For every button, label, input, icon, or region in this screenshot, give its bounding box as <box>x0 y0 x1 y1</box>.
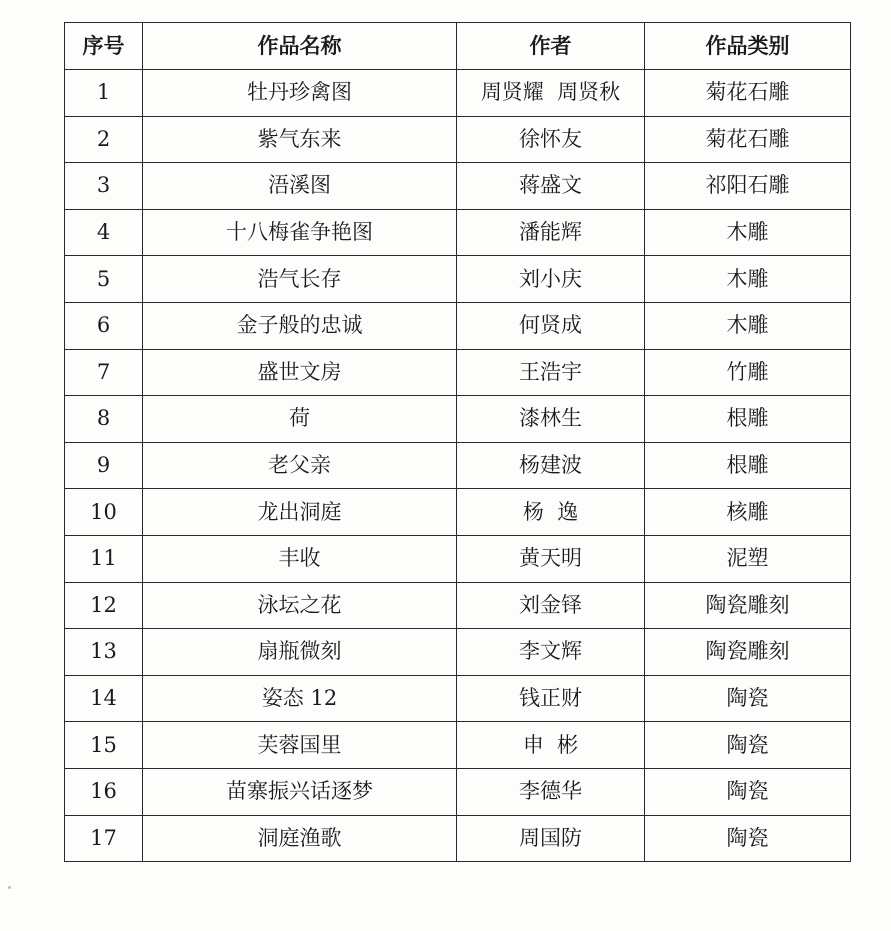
table-row <box>65 489 851 536</box>
table-row <box>65 582 851 629</box>
cell-number: 17 <box>65 815 143 862</box>
scan-speck <box>8 886 11 889</box>
cell-category: 泥塑 <box>645 535 851 582</box>
header-title: 作品名称 <box>143 23 457 70</box>
cell-title: 苗寨振兴话逐梦 <box>143 768 457 815</box>
cell-title: 荷 <box>143 396 457 443</box>
cell-title: 盛世文房 <box>143 349 457 396</box>
header-number: 序号 <box>65 23 143 70</box>
cell-number: 11 <box>65 535 143 582</box>
cell-category: 木雕 <box>645 209 851 256</box>
cell-title: 浩气长存 <box>143 256 457 303</box>
cell-number: 13 <box>65 629 143 676</box>
cell-title: 扇瓶微刻 <box>143 629 457 676</box>
table-row <box>65 722 851 769</box>
table-row <box>65 163 851 210</box>
cell-author: 漆林生 <box>457 396 645 443</box>
cell-category: 陶瓷雕刻 <box>645 582 851 629</box>
table-row <box>65 116 851 163</box>
cell-title: 龙出洞庭 <box>143 489 457 536</box>
cell-category: 陶瓷 <box>645 768 851 815</box>
cell-author: 李文辉 <box>457 629 645 676</box>
cell-author: 潘能辉 <box>457 209 645 256</box>
cell-number: 3 <box>65 163 143 210</box>
cell-number: 6 <box>65 302 143 349</box>
cell-number: 9 <box>65 442 143 489</box>
table-row <box>65 768 851 815</box>
cell-category: 陶瓷 <box>645 815 851 862</box>
cell-category: 陶瓷 <box>645 675 851 722</box>
cell-category: 菊花石雕 <box>645 70 851 117</box>
cell-number: 5 <box>65 256 143 303</box>
table-row <box>65 70 851 117</box>
cell-category: 菊花石雕 <box>645 116 851 163</box>
cell-author: 蒋盛文 <box>457 163 645 210</box>
cell-title: 泳坛之花 <box>143 582 457 629</box>
cell-number: 14 <box>65 675 143 722</box>
header-category: 作品类别 <box>645 23 851 70</box>
cell-number: 2 <box>65 116 143 163</box>
cell-author: 黄天明 <box>457 535 645 582</box>
cell-author: 周贤耀 周贤秋 <box>457 70 645 117</box>
cell-author: 刘金铎 <box>457 582 645 629</box>
cell-title: 芙蓉国里 <box>143 722 457 769</box>
table-body <box>65 70 851 862</box>
table-row <box>65 209 851 256</box>
cell-number: 16 <box>65 768 143 815</box>
cell-title: 牡丹珍禽图 <box>143 70 457 117</box>
cell-title: 洞庭渔歌 <box>143 815 457 862</box>
table-row <box>65 302 851 349</box>
cell-title: 紫气东来 <box>143 116 457 163</box>
cell-category: 陶瓷 <box>645 722 851 769</box>
cell-number: 4 <box>65 209 143 256</box>
cell-number: 8 <box>65 396 143 443</box>
cell-category: 根雕 <box>645 396 851 443</box>
cell-author: 钱正财 <box>457 675 645 722</box>
cell-author: 周国防 <box>457 815 645 862</box>
cell-title: 丰收 <box>143 535 457 582</box>
cell-number: 7 <box>65 349 143 396</box>
cell-number: 12 <box>65 582 143 629</box>
table-header <box>65 23 851 70</box>
cell-number: 1 <box>65 70 143 117</box>
table-row <box>65 256 851 303</box>
cell-title: 姿态 12 <box>143 675 457 722</box>
cell-category: 木雕 <box>645 256 851 303</box>
award-works-table <box>64 22 851 862</box>
cell-category: 陶瓷雕刻 <box>645 629 851 676</box>
cell-title: 金子般的忠诚 <box>143 302 457 349</box>
table-row <box>65 675 851 722</box>
cell-title: 十八梅雀争艳图 <box>143 209 457 256</box>
header-row <box>65 23 851 70</box>
header-author: 作者 <box>457 23 645 70</box>
table-row <box>65 629 851 676</box>
table-row <box>65 815 851 862</box>
cell-category: 祁阳石雕 <box>645 163 851 210</box>
cell-category: 木雕 <box>645 302 851 349</box>
cell-author: 杨 逸 <box>457 489 645 536</box>
table-row <box>65 349 851 396</box>
cell-number: 15 <box>65 722 143 769</box>
cell-author: 徐怀友 <box>457 116 645 163</box>
cell-author: 王浩宇 <box>457 349 645 396</box>
cell-author: 刘小庆 <box>457 256 645 303</box>
cell-category: 核雕 <box>645 489 851 536</box>
table-row <box>65 442 851 489</box>
cell-author: 何贤成 <box>457 302 645 349</box>
table-row <box>65 535 851 582</box>
cell-author: 李德华 <box>457 768 645 815</box>
cell-category: 根雕 <box>645 442 851 489</box>
cell-category: 竹雕 <box>645 349 851 396</box>
cell-author: 杨建波 <box>457 442 645 489</box>
cell-number: 10 <box>65 489 143 536</box>
cell-title: 老父亲 <box>143 442 457 489</box>
cell-author: 申 彬 <box>457 722 645 769</box>
table-row <box>65 396 851 443</box>
cell-title: 浯溪图 <box>143 163 457 210</box>
